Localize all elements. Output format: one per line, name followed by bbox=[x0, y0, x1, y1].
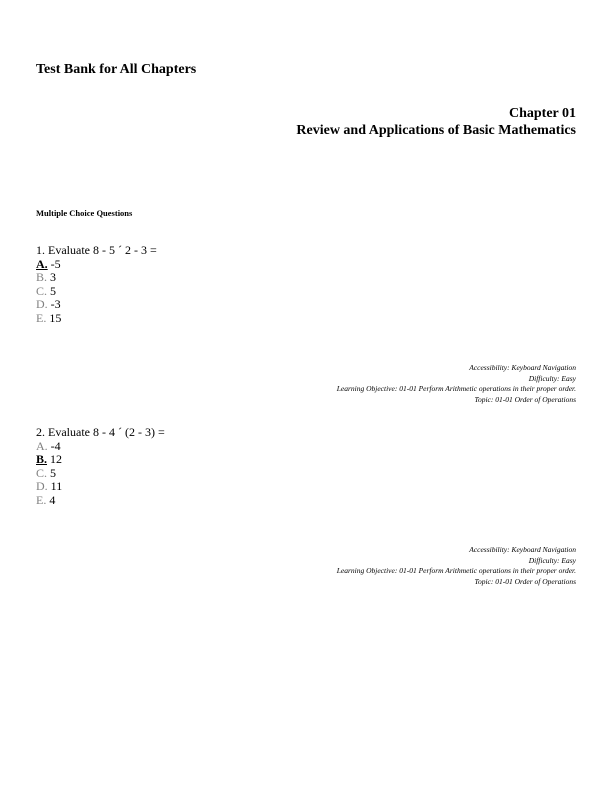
document-title: Test Bank for All Chapters bbox=[36, 62, 197, 77]
choice-value: 3 bbox=[50, 270, 57, 285]
difficulty-tag: Difficulty: Easy bbox=[528, 373, 576, 383]
choice-letter: B. bbox=[36, 452, 48, 467]
choice-letter: C. bbox=[36, 283, 48, 298]
question-2 bbox=[36, 426, 336, 508]
choice-b bbox=[36, 453, 336, 467]
choice-a bbox=[36, 440, 336, 454]
learning-objective-tag: Learning Objective: 01-01 Perform Arithmetic operations in their proper order. bbox=[336, 566, 576, 575]
choice-letter: E. bbox=[36, 310, 47, 325]
choice-letter: D. bbox=[36, 297, 48, 312]
topic-tag: Topic: 01-01 Order of Operations bbox=[474, 394, 576, 404]
choice-value: 4 bbox=[49, 492, 56, 507]
choice-c bbox=[36, 467, 336, 481]
choice-d bbox=[36, 480, 336, 494]
choice-c bbox=[36, 285, 336, 299]
choice-value: 11 bbox=[50, 479, 63, 494]
choice-value: 12 bbox=[50, 452, 63, 467]
choice-letter: E. bbox=[36, 492, 47, 507]
choice-value: 5 bbox=[50, 465, 57, 480]
choice-a bbox=[36, 258, 336, 272]
choice-d bbox=[36, 298, 336, 312]
chapter-heading bbox=[296, 105, 576, 139]
question-text: 1. Evaluate 8 - 5 ´ 2 - 3 = bbox=[36, 243, 157, 257]
choice-value: -3 bbox=[50, 297, 61, 312]
choice-b bbox=[36, 271, 336, 285]
chapter-number: Chapter 01 bbox=[508, 106, 576, 121]
choice-letter: B. bbox=[36, 270, 48, 285]
choice-e bbox=[36, 312, 336, 326]
choice-value: -5 bbox=[50, 256, 61, 271]
accessibility-tag: Accessibility: Keyboard Navigation bbox=[469, 545, 576, 554]
question-1-metadata bbox=[337, 363, 576, 405]
chapter-title: Review and Applications of Basic Mathematics bbox=[296, 123, 576, 138]
question-2-metadata bbox=[337, 545, 576, 587]
section-heading: Multiple Choice Questions bbox=[36, 208, 133, 218]
choice-value: -4 bbox=[50, 438, 61, 453]
choice-value: 15 bbox=[49, 310, 62, 325]
accessibility-tag: Accessibility: Keyboard Navigation bbox=[469, 363, 576, 372]
choice-letter: D. bbox=[36, 479, 48, 494]
learning-objective-tag: Learning Objective: 01-01 Perform Arithmetic operations in their proper order. bbox=[336, 384, 576, 393]
choice-letter: A. bbox=[36, 438, 48, 453]
choice-letter: A. bbox=[36, 256, 48, 271]
difficulty-tag: Difficulty: Easy bbox=[528, 555, 576, 565]
choice-letter: C. bbox=[36, 465, 48, 480]
choice-e bbox=[36, 494, 336, 508]
question-1 bbox=[36, 244, 336, 326]
choice-value: 5 bbox=[50, 283, 57, 298]
topic-tag: Topic: 01-01 Order of Operations bbox=[474, 576, 576, 586]
question-text: 2. Evaluate 8 - 4 ´ (2 - 3) = bbox=[36, 425, 165, 439]
